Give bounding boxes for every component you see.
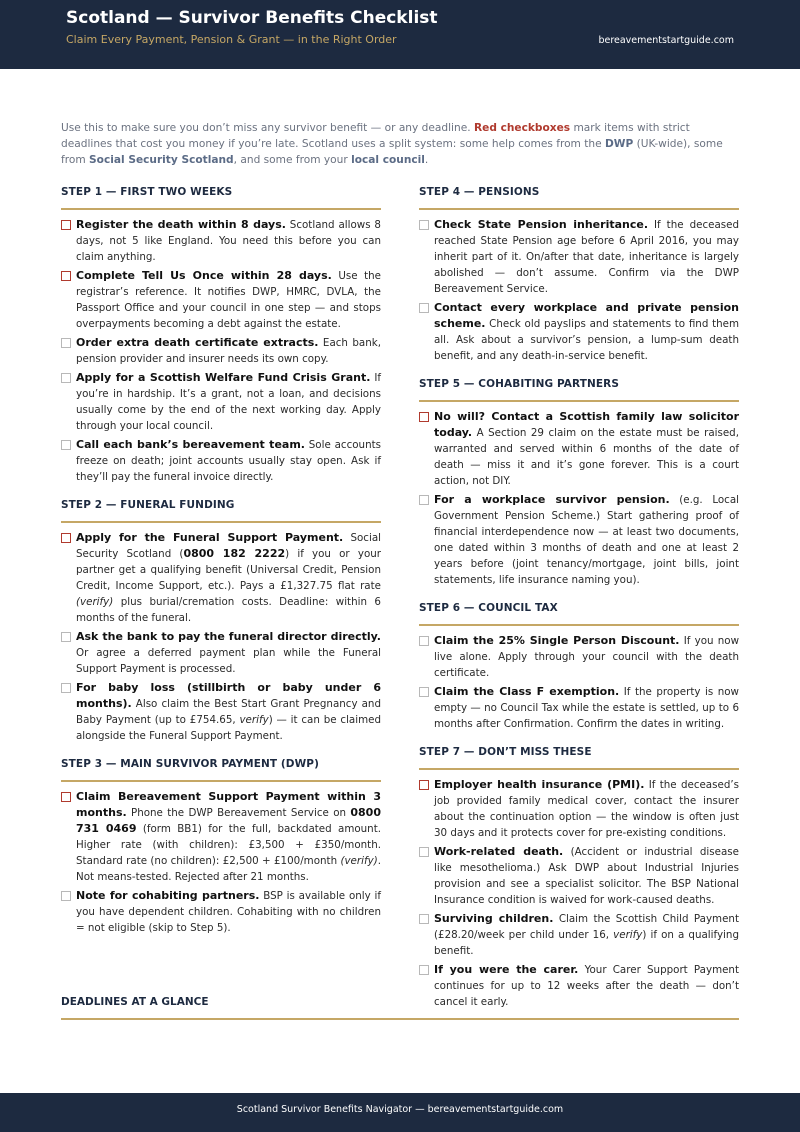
deadline-checkbox[interactable] — [419, 412, 429, 422]
item-body: Sole accounts freeze on death; joint accounts usually stay open. Ask if they’ll pay the funeral invoice directly. — [76, 439, 382, 483]
intro-paragraph — [61, 120, 741, 168]
item-heading: If you were the carer. — [434, 963, 579, 976]
item-heading: Claim the Class F exemption. — [434, 685, 620, 698]
checklist-item — [61, 335, 381, 367]
step-5-heading: STEP 5 — COHABITING PARTNERS — [419, 378, 739, 402]
item-body: . Not means-tested. Rejected after 21 months. — [76, 855, 381, 883]
council-label: local council — [351, 154, 425, 166]
item-heading: Complete Tell Us Once within 28 days. — [76, 269, 332, 282]
step-6-heading: STEP 6 — COUNCIL TAX — [419, 602, 739, 626]
checklist-item — [419, 409, 739, 489]
item-body: If the deceased’s job provided family medical cover, contact the insurer about the continuation option — the window is often just 30 days and it protects cover for pre-existing conditions. — [434, 779, 739, 839]
step-1-heading: STEP 1 — FIRST TWO WEEKS — [61, 186, 381, 210]
item-heading: Employer health insurance (PMI). — [434, 778, 645, 791]
item-body: If you’re in hardship. It’s a grant, not a loan, and decisions usually come by the end of the next working day. Apply through your local council. — [76, 372, 381, 432]
item-heading: Apply for a Scottish Welfare Fund Crisis Grant. — [76, 371, 371, 384]
page-footer: Scotland Survivor Benefits Navigator — bereavementstartguide.com — [0, 1093, 800, 1132]
checklist-item — [419, 492, 739, 588]
item-heading: Call each bank’s bereavement team. — [76, 438, 305, 451]
item-body: If the property is now empty — no Council Tax while the estate is settled, up to 6 months after Confirmation. Confirm the dates in writing. — [434, 686, 739, 730]
item-body: Social Security Scotland ( — [76, 532, 381, 560]
checklist-item — [419, 844, 739, 908]
deadlines-heading: DEADLINES AT A GLANCE — [61, 996, 739, 1020]
intro-text: , and some from your — [233, 154, 352, 166]
verify-note: (verify) — [340, 855, 378, 867]
item-body: ) if on a qualifying benefit. — [434, 929, 739, 957]
checkbox[interactable] — [419, 636, 429, 646]
checkbox[interactable] — [61, 683, 71, 693]
item-body: ) — it can be claimed alongside the Funeral Support Payment. — [76, 714, 382, 742]
item-body: BSP is available only if you have dependent children. Cohabiting with no children = not eligible (skip to Step 5). — [76, 890, 381, 934]
sss-label: Social Security Scotland — [89, 154, 234, 166]
checkbox[interactable] — [419, 495, 429, 505]
item-heading: For a workplace survivor pension. — [434, 493, 670, 506]
red-checkboxes-label: Red checkboxes — [473, 122, 571, 134]
dwp-label: DWP — [605, 138, 634, 150]
checkbox[interactable] — [419, 965, 429, 975]
item-body: plus burial/cremation costs. Deadline: within 6 months of the funeral. — [76, 596, 381, 624]
intro-text: mark items with strict deadlines that cost you money if you’re late. Scotland uses a split system: some help comes from the — [61, 122, 690, 150]
deadline-checkbox[interactable] — [61, 220, 71, 230]
item-body: Also claim the Best Start Grant Pregnancy and Baby Payment (up to £754.65, — [76, 698, 381, 726]
page-subtitle: Claim Every Payment, Pension & Grant — in the Right Order — [66, 33, 397, 46]
checklist-item — [61, 530, 381, 626]
checklist-item — [61, 370, 381, 434]
checkbox[interactable] — [419, 914, 429, 924]
intro-text: . — [424, 154, 429, 166]
step-7-heading: STEP 7 — DON’T MISS THESE — [419, 746, 739, 770]
checklist-item — [61, 680, 381, 744]
header-site-url: bereavementstartguide.com — [598, 35, 734, 46]
item-body: ) if you or your partner get a qualifying benefit (Universal Credit, Pension Credit, Income Support, etc.). Pays a £1,327.75 flat rate — [76, 548, 381, 592]
checkbox[interactable] — [61, 632, 71, 642]
checkbox[interactable] — [419, 220, 429, 230]
verify-note: verify — [613, 929, 643, 941]
item-heading: Work-related death. — [434, 845, 564, 858]
item-heading: Check State Pension inheritance. — [434, 218, 649, 231]
item-heading: Claim the 25% Single Person Discount. — [434, 634, 680, 647]
item-body: Use the registrar’s reference. It notifies DWP, HMRC, DVLA, the Passport Office and your council in one step — and stops overpayments becoming a debt against the estate. — [76, 270, 381, 330]
checklist-item — [419, 633, 739, 681]
intro-text: (UK-wide), some from — [61, 138, 723, 166]
item-heading: Note for cohabiting partners. — [76, 889, 260, 902]
step-2-heading: STEP 2 — FUNERAL FUNDING — [61, 499, 381, 523]
page-header — [0, 0, 800, 69]
right-column — [419, 186, 739, 1013]
step-3-heading: STEP 3 — MAIN SURVIVOR PAYMENT (DWP) — [61, 758, 381, 782]
item-body: Each bank, pension provider and insurer needs its own copy. — [76, 337, 381, 365]
item-heading: Surviving children. — [434, 912, 554, 925]
checklist-item — [419, 777, 739, 841]
checklist-item — [61, 629, 381, 677]
checkbox[interactable] — [419, 303, 429, 313]
item-body: Your Carer Support Payment continues for up to 12 weeks after the death — don’t cancel it early. — [434, 964, 739, 1008]
item-heading: For baby loss (stillbirth or baby under 6 months). — [76, 681, 381, 710]
item-heading: Register the death within 8 days. — [76, 218, 286, 231]
checkbox[interactable] — [61, 373, 71, 383]
phone-number: 0800 731 0469 — [76, 806, 381, 835]
item-body: Scotland allows 8 days, not 5 like England. You need this before you can claim anything. — [76, 219, 381, 263]
checklist-item — [419, 684, 739, 732]
item-body: (Accident or industrial disease like mesothelioma.) Ask DWP about Industrial Injuries provision and see a specialist solicitor. The BSP National Insurance condition is waived for work-caused deaths. — [434, 846, 739, 906]
step-4-heading: STEP 4 — PENSIONS — [419, 186, 739, 210]
checklist-item — [419, 911, 739, 959]
checklist-item — [61, 268, 381, 332]
checklist-item — [419, 217, 739, 297]
deadline-checkbox[interactable] — [61, 792, 71, 802]
verify-note: verify — [239, 714, 269, 726]
item-body: (form BB1) for the full, backdated amount. Higher rate (with children): £3,500 + £350/month. Standard rate (no children): £2,500 + £100/month — [76, 823, 382, 867]
item-body: Check old payslips and statements to find them all. Ask about a survivor’s pension, a lump-sum death benefit, and any death-in-service benefit. — [434, 318, 739, 362]
phone-number: 0800 182 2222 — [183, 547, 286, 560]
item-heading: Contact every workplace and private pension scheme. — [434, 301, 739, 330]
item-body: (e.g. Local Government Pension Scheme.) Start gathering proof of financial interdependence now — at least two documents, one dated within 3 months of death and one at least 2 years before (joint tenancy/mortgage, joint bills, joint statements, life insurance naming you). — [434, 494, 740, 586]
item-heading: No will? Contact a Scottish family law solicitor today. — [434, 410, 739, 439]
checkbox[interactable] — [61, 440, 71, 450]
checkbox[interactable] — [61, 891, 71, 901]
left-column — [61, 186, 381, 939]
item-body: Phone the DWP Bereavement Service on — [126, 807, 351, 819]
deadline-checkbox[interactable] — [61, 533, 71, 543]
checklist-item — [419, 300, 739, 364]
checkbox[interactable] — [61, 338, 71, 348]
item-body: Claim the Scottish Child Payment (£28.20/week per child under 16, — [434, 913, 739, 941]
item-heading: Claim Bereavement Support Payment within 3 months. — [76, 790, 381, 819]
checklist-item — [61, 217, 381, 265]
item-body: Or agree a deferred payment plan while the Funeral Support Payment is processed. — [76, 647, 381, 675]
page-title: Scotland — Survivor Benefits Checklist — [66, 8, 438, 28]
checklist-item — [61, 437, 381, 485]
checklist-item — [61, 888, 381, 936]
deadline-checkbox[interactable] — [61, 271, 71, 281]
checkbox[interactable] — [419, 687, 429, 697]
verify-note: (verify) — [76, 596, 114, 608]
intro-text: Use this to make sure you don’t miss any survivor benefit — or any deadline. — [61, 122, 474, 134]
checklist-item — [61, 789, 381, 885]
item-body: If the deceased reached State Pension age before 6 April 2016, you may inherit part of it. On/after that date, inheritance is largely abolished — don’t assume. Confirm via the DWP Bereavement Service. — [434, 219, 739, 295]
item-heading: Ask the bank to pay the funeral director directly. — [76, 630, 381, 643]
item-body: If you now live alone. Apply through your council with the death certificate. — [434, 635, 739, 679]
item-heading: Order extra death certificate extracts. — [76, 336, 319, 349]
checkbox[interactable] — [419, 847, 429, 857]
item-body: A Section 29 claim on the estate must be raised, warranted and served within 6 months of the date of death — miss it and it’s gone forever. This is a court action, not DIY. — [434, 427, 739, 487]
item-heading: Apply for the Funeral Support Payment. — [76, 531, 344, 544]
deadline-checkbox[interactable] — [419, 780, 429, 790]
